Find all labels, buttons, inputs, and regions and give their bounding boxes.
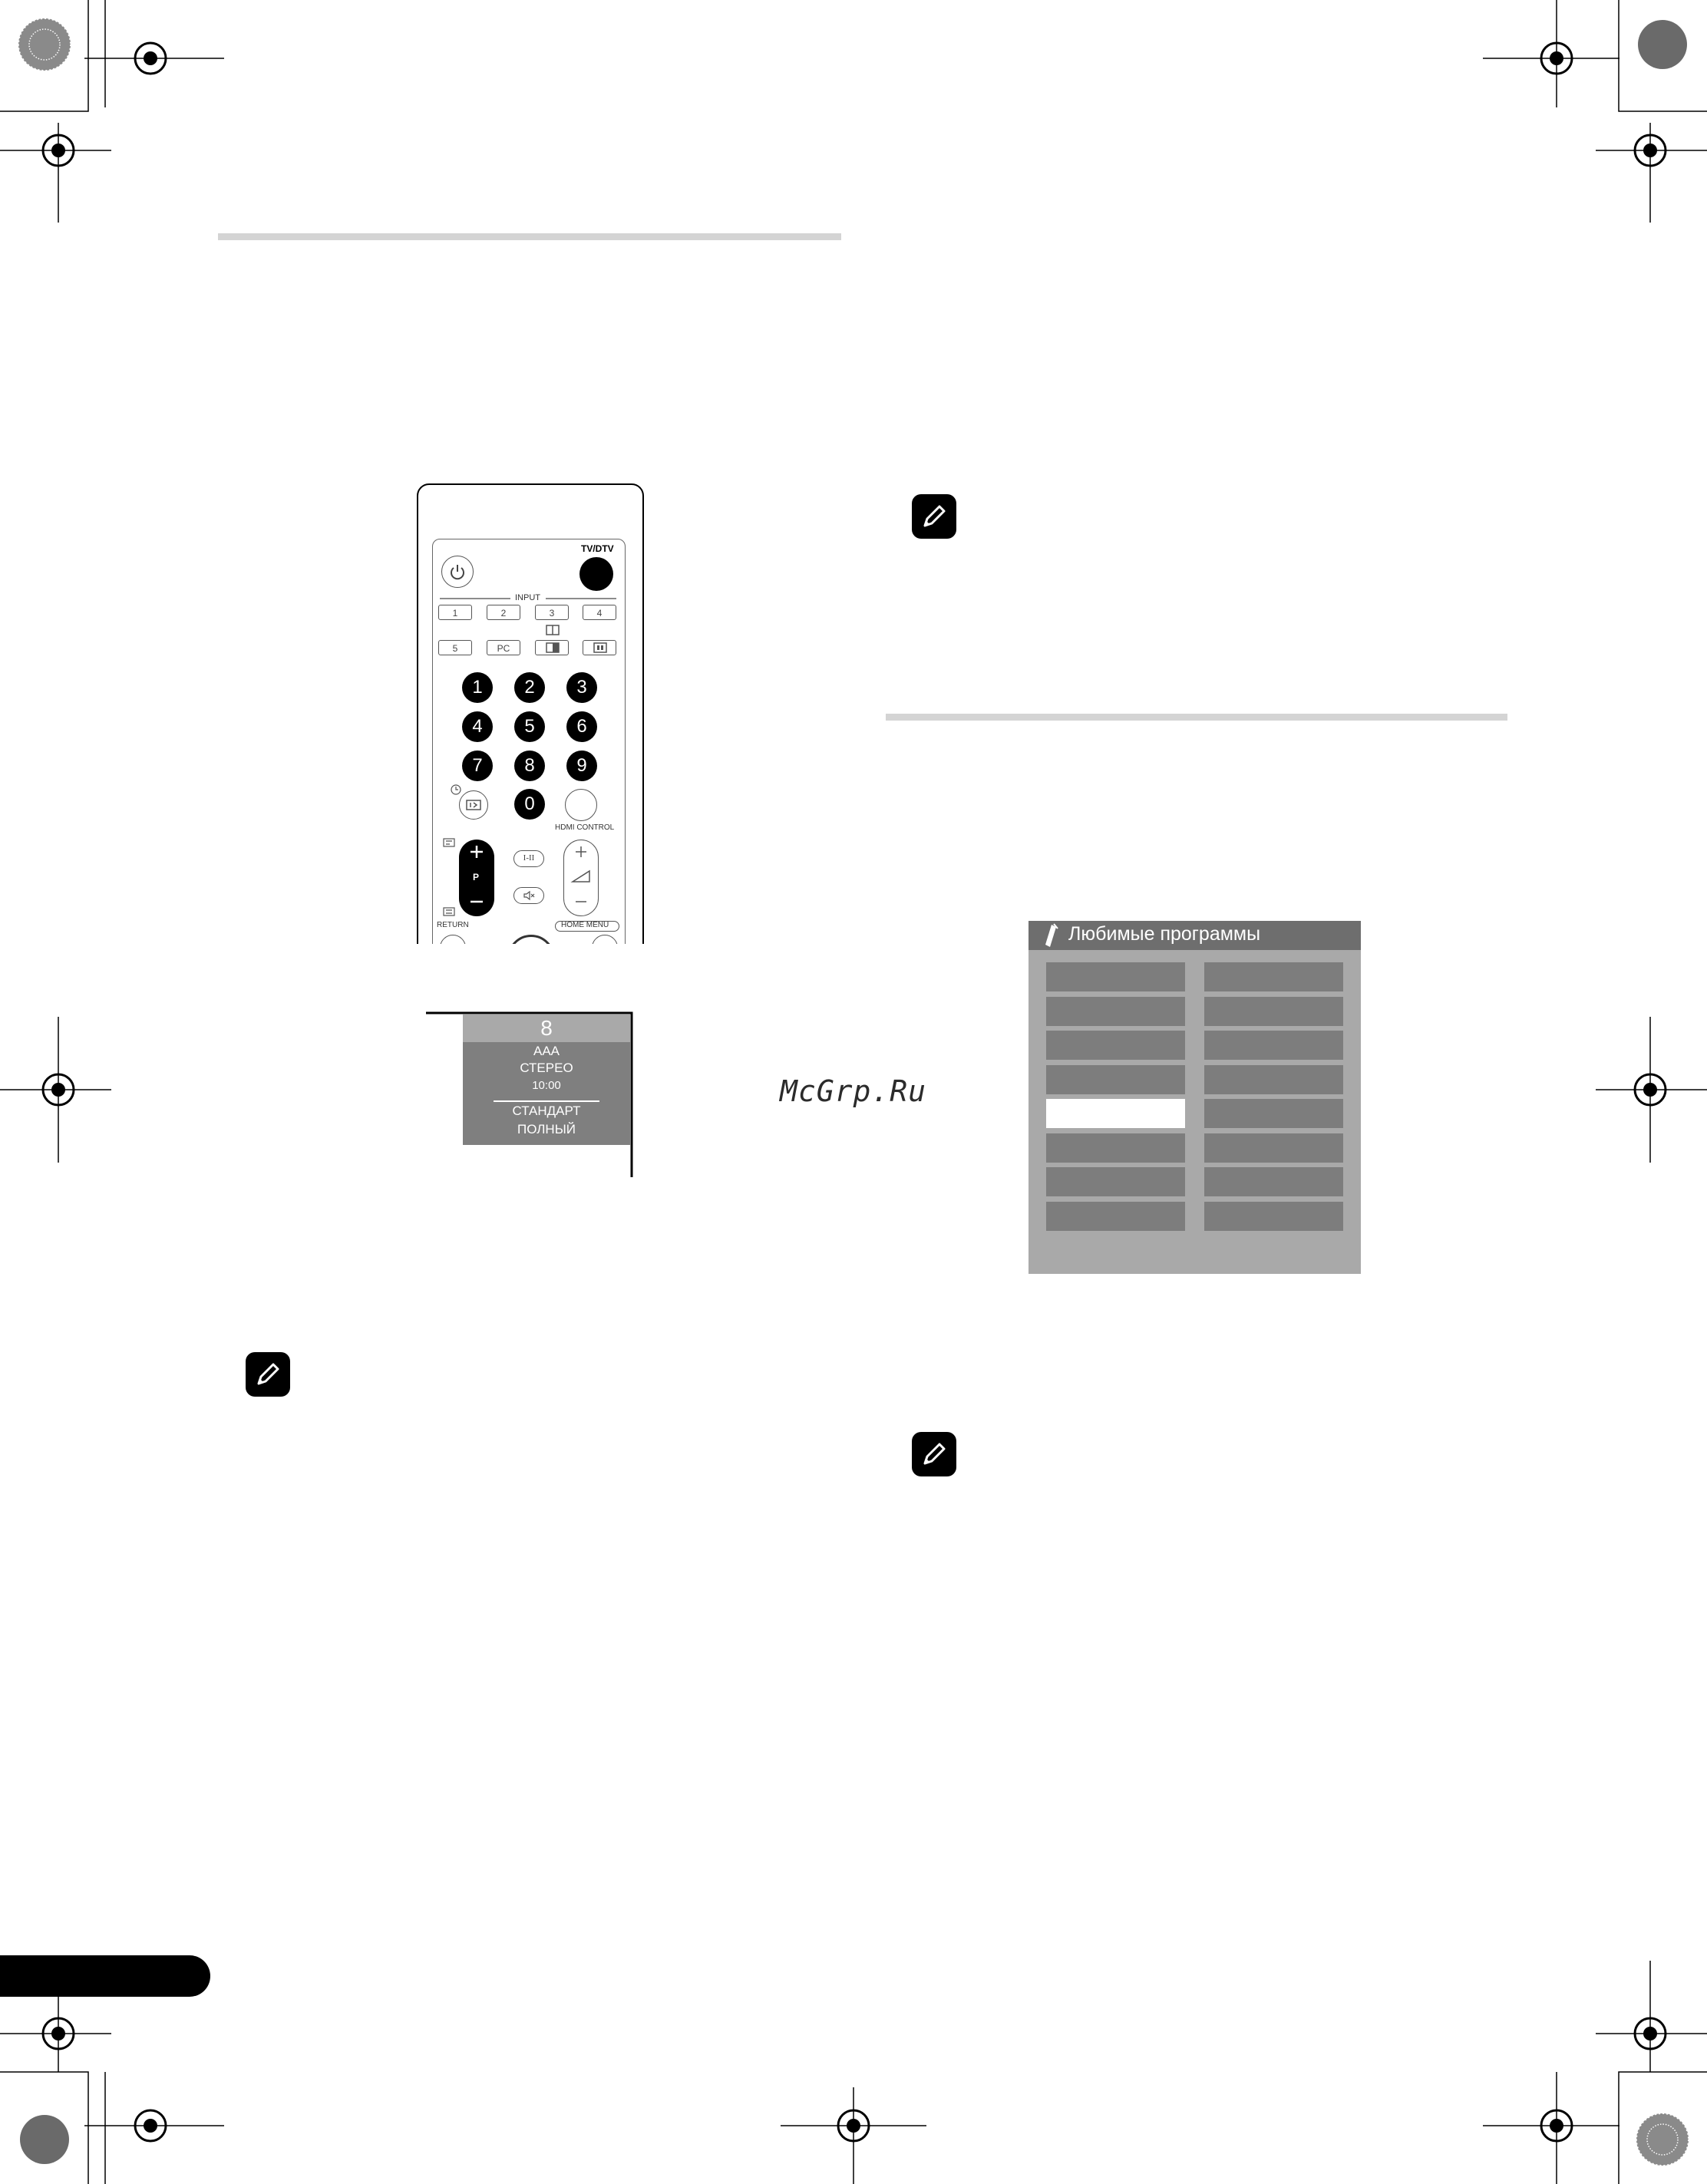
screen-size: ПОЛНЫЙ — [517, 1122, 576, 1137]
watermark: McGrp.Ru — [780, 1074, 927, 1108]
favorite-slot[interactable] — [1046, 1202, 1185, 1231]
mute-icon — [523, 890, 535, 901]
split-screen-button-icon — [546, 642, 560, 653]
favorite-slot[interactable] — [1204, 1133, 1343, 1163]
favorite-slot[interactable] — [1046, 997, 1185, 1026]
favorites-menu — [1028, 921, 1361, 1274]
favorite-slot[interactable] — [1046, 1031, 1185, 1060]
picture-mode: СТАНДАРТ — [512, 1104, 581, 1118]
volume-down-icon[interactable] — [573, 898, 589, 906]
program-down-icon[interactable] — [469, 898, 484, 906]
channel-name: AAA — [533, 1044, 560, 1058]
program-label: P — [473, 872, 480, 883]
program-up-icon[interactable] — [469, 844, 484, 859]
channel-info-banner — [463, 1014, 630, 1145]
input-label: INPUT — [515, 593, 540, 602]
favorite-slot[interactable] — [1204, 997, 1343, 1026]
teletext-icon — [443, 907, 455, 916]
input-4-button[interactable]: 4 — [583, 605, 616, 620]
favorite-slot[interactable] — [1046, 1167, 1185, 1196]
tvdtv-button[interactable] — [579, 557, 613, 591]
favorite-slot[interactable] — [1046, 962, 1185, 991]
sound-mode: СТЕРЕО — [520, 1061, 573, 1075]
volume-up-icon[interactable] — [573, 844, 589, 859]
pencil-icon — [918, 1438, 950, 1470]
page-number-tab — [0, 1955, 210, 1997]
section-rule-right — [886, 714, 1507, 721]
remote-control-illustration — [417, 483, 644, 944]
clock-time: 10:00 — [532, 1079, 561, 1092]
input-1-button[interactable]: 1 — [438, 605, 472, 620]
pencil-icon — [918, 500, 950, 533]
volume-icon — [572, 870, 590, 883]
number-1-button[interactable]: 1 — [462, 672, 493, 703]
input-pc-button[interactable]: PC — [487, 640, 520, 655]
number-5-button[interactable]: 5 — [514, 711, 545, 742]
hdmi-control-label: HDMI CONTROL — [555, 823, 615, 832]
favorite-slot[interactable] — [1046, 1099, 1185, 1128]
favorite-slot[interactable] — [1204, 962, 1343, 991]
subtitle-icon — [443, 838, 455, 847]
number-8-button[interactable]: 8 — [514, 751, 545, 781]
power-icon — [449, 563, 466, 580]
number-4-button[interactable]: 4 — [462, 711, 493, 742]
favorite-slot[interactable] — [1204, 1099, 1343, 1128]
pencil-icon — [252, 1358, 284, 1391]
number-0-button[interactable]: 0 — [514, 789, 545, 820]
tvdtv-label: TV/DTV — [581, 543, 614, 554]
number-2-button[interactable]: 2 — [514, 672, 545, 703]
section-rule-left — [218, 233, 841, 240]
number-6-button[interactable]: 6 — [566, 711, 597, 742]
favorite-slot[interactable] — [1046, 1065, 1185, 1094]
favorites-title: Любимые программы — [1068, 923, 1261, 945]
number-7-button[interactable]: 7 — [462, 751, 493, 781]
home-menu-label: HOME MENU — [561, 921, 609, 929]
info-icon — [466, 800, 481, 810]
input-5-button[interactable]: 5 — [438, 640, 472, 655]
number-3-button[interactable]: 3 — [566, 672, 597, 703]
split-screen-icon — [546, 625, 560, 635]
input-2-button[interactable]: 2 — [487, 605, 520, 620]
freeze-icon — [593, 642, 607, 653]
channel-number: 8 — [463, 1014, 630, 1042]
osd-divider — [494, 1100, 599, 1102]
favorite-slot[interactable] — [1204, 1167, 1343, 1196]
favorite-slot[interactable] — [1204, 1031, 1343, 1060]
remote-hand-icon — [1041, 924, 1062, 948]
favorite-slot[interactable] — [1204, 1202, 1343, 1231]
number-9-button[interactable]: 9 — [566, 751, 597, 781]
favorite-slot[interactable] — [1046, 1133, 1185, 1163]
input-3-button[interactable]: 3 — [535, 605, 569, 620]
favorites-header — [1028, 921, 1361, 950]
audio-button[interactable]: I-II — [513, 850, 544, 867]
return-label: RETURN — [437, 921, 469, 929]
clock-icon — [451, 784, 461, 795]
hdmi-control-button[interactable] — [565, 789, 597, 821]
favorite-slot[interactable] — [1204, 1065, 1343, 1094]
